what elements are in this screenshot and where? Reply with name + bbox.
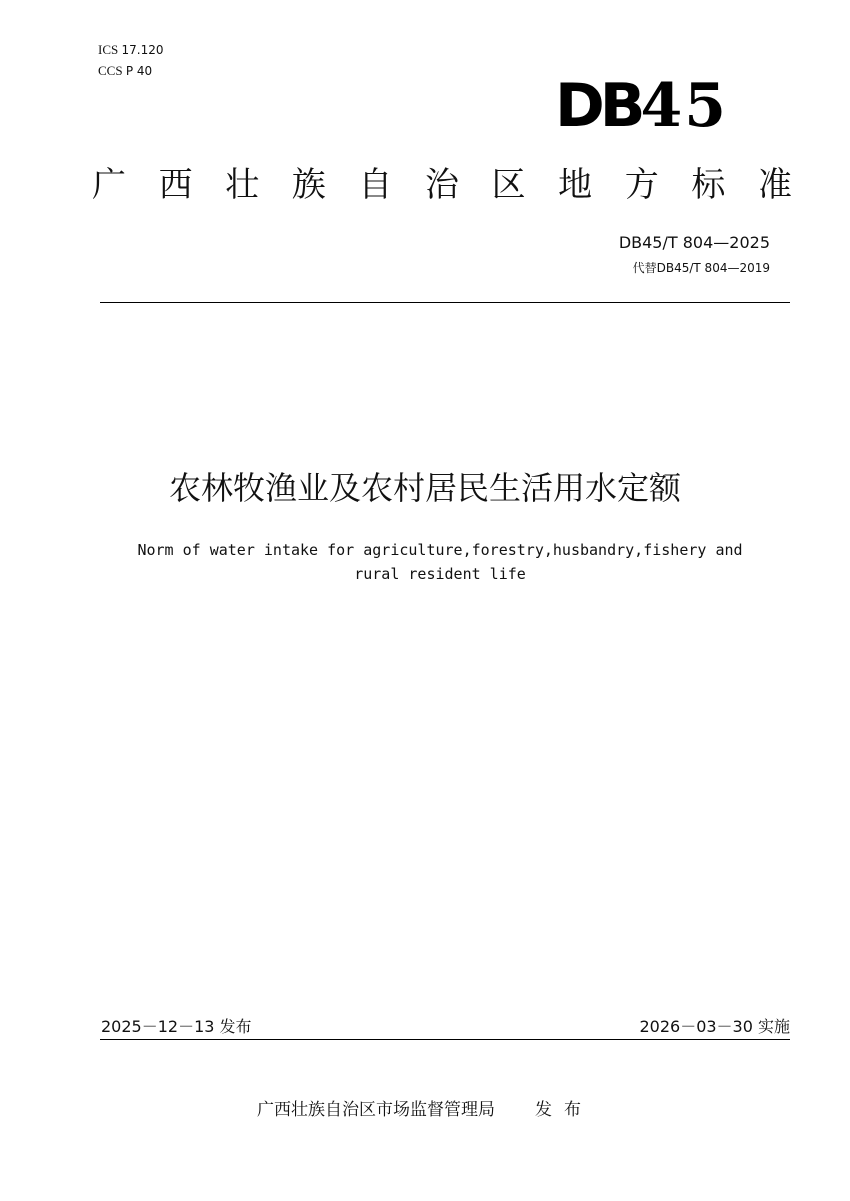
standard-type-char: 广 — [92, 165, 126, 205]
standard-type-char: 准 — [757, 165, 792, 205]
ics-code: 17.120 — [121, 43, 164, 57]
standard-type-char: 壮 — [225, 165, 260, 205]
logo-number: 45 — [640, 71, 728, 141]
logo-letters: DB — [554, 71, 641, 141]
bottom-divider — [100, 1039, 790, 1040]
standard-type-char: 西 — [158, 165, 193, 205]
document-title-en — [80, 538, 800, 586]
standard-type-heading — [92, 163, 792, 207]
standard-type-char: 区 — [491, 165, 526, 205]
publisher-line — [0, 1098, 850, 1122]
standard-type-char: 地 — [558, 165, 593, 205]
standard-type-char: 族 — [291, 165, 326, 205]
implementation-date: 2026－03－30 实施 — [639, 1017, 790, 1036]
standard-type-char: 标 — [691, 165, 726, 205]
standard-type-char: 自 — [358, 165, 393, 205]
standard-type-char: 治 — [424, 165, 459, 205]
replaces-standard: 代替DB45/T 804—2019 — [632, 261, 770, 275]
publish-word: 发布 — [535, 1100, 593, 1120]
standard-number: DB45/T 804—2025 — [618, 233, 770, 252]
standard-type-char: 方 — [624, 165, 659, 205]
issue-date: 2025－12－13 发布 — [101, 1017, 252, 1036]
ics-line — [98, 42, 163, 58]
publisher-name: 广西壮族自治区市场监督管理局 — [257, 1100, 495, 1120]
title-en-line-2: rural resident life — [354, 565, 526, 583]
db45-logo — [555, 66, 728, 146]
top-divider — [100, 302, 790, 303]
title-en-line-1: Norm of water intake for agriculture,forestry,husbandry,fishery and — [137, 541, 743, 559]
ics-label: ICS — [98, 42, 119, 57]
ccs-code: P 40 — [125, 64, 153, 78]
ccs-line — [98, 63, 152, 79]
ccs-label: CCS — [98, 63, 123, 78]
document-title-cn: 农林牧渔业及农村居民生活用水定额 — [168, 469, 681, 507]
